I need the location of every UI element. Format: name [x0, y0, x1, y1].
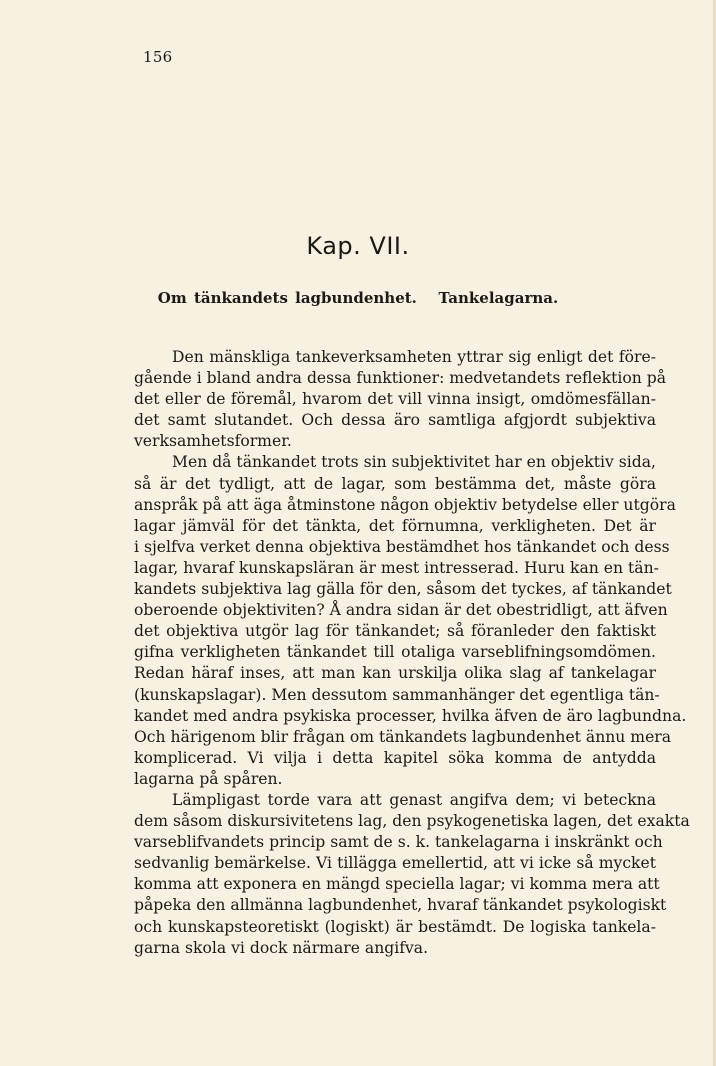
text-line: (kunskapslagar). Men dessutom sammanhänger det egentliga tän-: [134, 685, 660, 704]
text-line: och kunskapsteoretiskt (logiskt) är bestämdt. De logiska tankela-: [134, 917, 656, 936]
text-line: lagarna på spåren.: [134, 769, 283, 788]
text-line: lagar, hvaraf kunskapsläran är mest intresserad. Huru kan en tän-: [134, 558, 659, 577]
body-text: [134, 347, 690, 959]
text-line: verksamhetsformer.: [134, 432, 292, 451]
chapter-subtitle: Om tänkandets lagbundenhet. Tankelagarna.: [157, 289, 559, 307]
text-line: komplicerad. Vi vilja i detta kapitel söka komma de antydda: [134, 748, 656, 767]
text-line: lagar jämväl för det tänkta, det förnumna, verkligheten. Det är: [134, 516, 656, 535]
text-line: så är det tydligt, att de lagar, som bestämma det, måste göra: [134, 474, 656, 493]
text-line: det samt slutandet. Och dessa äro samtliga afgjordt subjektiva: [134, 411, 656, 430]
text-line: oberoende objektiviten? Å andra sidan är det obestridligt, att äfven: [134, 601, 668, 620]
chapter-heading: Kap. VII.: [306, 232, 410, 260]
text-line: det objektiva utgör lag för tänkandet; så föranleder den faktiskt: [134, 622, 656, 641]
text-line: Och härigenom blir frågan om tänkandets lagbundenhet ännu mera: [134, 727, 672, 746]
text-line: dem såsom diskursivitetens lag, den psykogenetiska lagen, det exakta: [134, 812, 690, 831]
text-line: gående i bland andra dessa funktioner: medvetandets reflektion på: [134, 369, 667, 388]
text-line: i sjelfva verket denna objektiva bestämdhet hos tänkandet och dess: [134, 537, 670, 556]
text-line: påpeka den allmänna lagbundenhet, hvaraf tänkandet psykologiskt: [134, 896, 667, 915]
text-line: Den mänskliga tankeverksamheten yttrar sig enligt det före-: [172, 348, 656, 366]
page-number: 156: [143, 48, 173, 66]
text-line: komma att exponera en mängd speciella lagar; vi komma mera att: [134, 875, 660, 894]
text-line: anspråk på att äga åtminstone någon objektiv betydelse eller utgöra: [134, 495, 676, 514]
text-line: gifna verkligheten tänkandet till otaliga varseblifningsomdömen.: [134, 643, 656, 662]
text-line: sedvanlig bemärkelse. Vi tillägga emellertid, att vi icke så mycket: [134, 854, 656, 873]
text-line: Lämpligast torde vara att genast angifva dem; vi beteckna: [172, 790, 656, 809]
text-line: det eller de föremål, hvarom det vill vinna insigt, omdömesfällan-: [134, 390, 656, 409]
text-line: Redan häraf inses, att man kan urskilja olika slag af tankelagar: [134, 664, 656, 683]
text-line: Men då tänkandet trots sin subjektivitet har en objektiv sida,: [172, 453, 657, 472]
text-line: kandet med andra psykiska processer, hvilka äfven de äro lagbundna.: [134, 706, 687, 725]
text-line: varseblifvandets princip samt de s. k. tankelagarna i inskränkt och: [134, 833, 663, 852]
text-line: garna skola vi dock närmare angifva.: [134, 938, 429, 957]
text-line: kandets subjektiva lag gälla för den, såsom det tyckes, af tänkandet: [134, 580, 672, 599]
